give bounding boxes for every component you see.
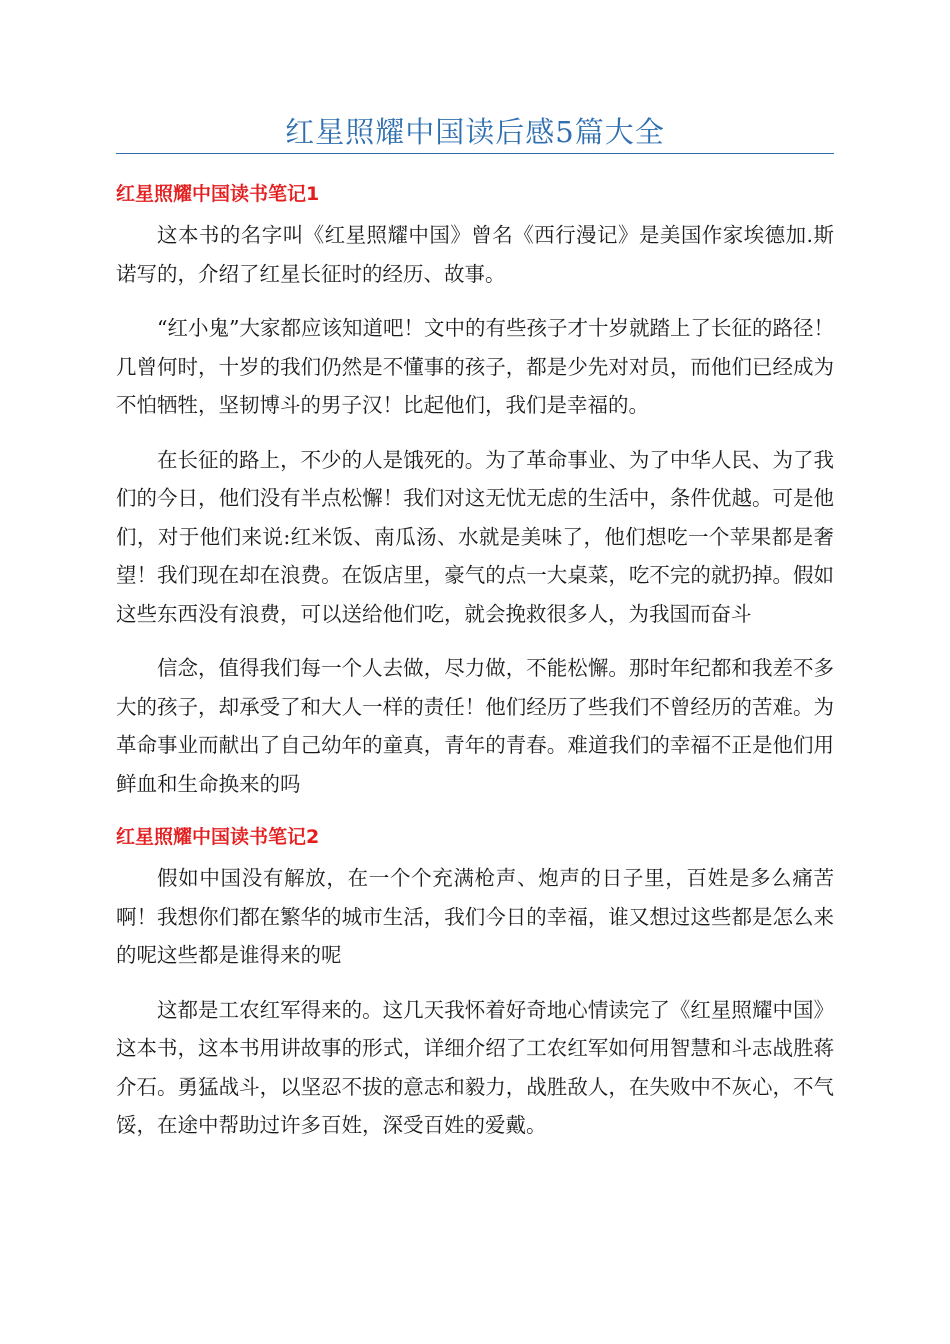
paragraph: 这本书的名字叫《红星照耀中国》曾名《西行漫记》是美国作家埃德加.斯诺写的，介绍了红星长征时的经历、故事。: [116, 223, 834, 286]
section-heading: 红星照耀中国读书笔记2: [116, 826, 320, 848]
paragraph: 信念，值得我们每一个人去做，尽力做，不能松懈。那时年纪都和我差不多大的孩子，却承受了和大人一样的责任！他们经历了些我们不曾经历的苦难。为革命事业而献出了自己幼年的童真，青年的青春。难道我们的幸福不正是他们用鲜血和生命换来的吗: [116, 656, 834, 796]
paragraph: 这都是工农红军得来的。这几天我怀着好奇地心情读完了《红星照耀中国》这本书，这本书用讲故事的形式，详细介绍了工农红军如何用智慧和斗志战胜蒋介石。勇猛战斗，以坚忍不拔的意志和毅力，战胜敌人，在失败中不灰心，不气馁，在途中帮助过许多百姓，深受百姓的爱戴。: [116, 997, 834, 1137]
section-heading: 红星照耀中国读书笔记1: [116, 183, 320, 205]
document-body: [116, 176, 834, 1161]
title-underline: [116, 153, 834, 154]
paragraph: “红小鬼”大家都应该知道吧！文中的有些孩子才十岁就踏上了长征的路径！几曾何时，十岁的我们仍然是不懂事的孩子，都是少先对对员，而他们已经成为不怕牺牲，坚韧博斗的男子汉！比起他们，我们是幸福的。: [116, 316, 834, 417]
section-1: [116, 176, 834, 803]
section-2: [116, 819, 834, 1145]
paragraph: 假如中国没有解放，在一个个充满枪声、炮声的日子里，百姓是多么痛苦啊！我想你们都在繁华的城市生活，我们今日的幸福，谁又想过这些都是怎么来的呢这些都是谁得来的呢: [116, 866, 834, 967]
document-title: 红星照耀中国读后感5篇大全: [285, 115, 665, 149]
paragraph: 在长征的路上，不少的人是饿死的。为了革命事业、为了中华人民、为了我们的今日，他们没有半点松懈！我们对这无忧无虑的生活中，条件优越。可是他们，对于他们来说:红米饭、南瓜汤、水就是美味了，他们想吃一个苹果都是奢望！我们现在却在浪费。在饭店里，豪气的点一大桌菜，吃不完的就扔掉。假如这些东西没有浪费，可以送给他们吃，就会挽救很多人，为我国而奋斗: [116, 447, 834, 626]
